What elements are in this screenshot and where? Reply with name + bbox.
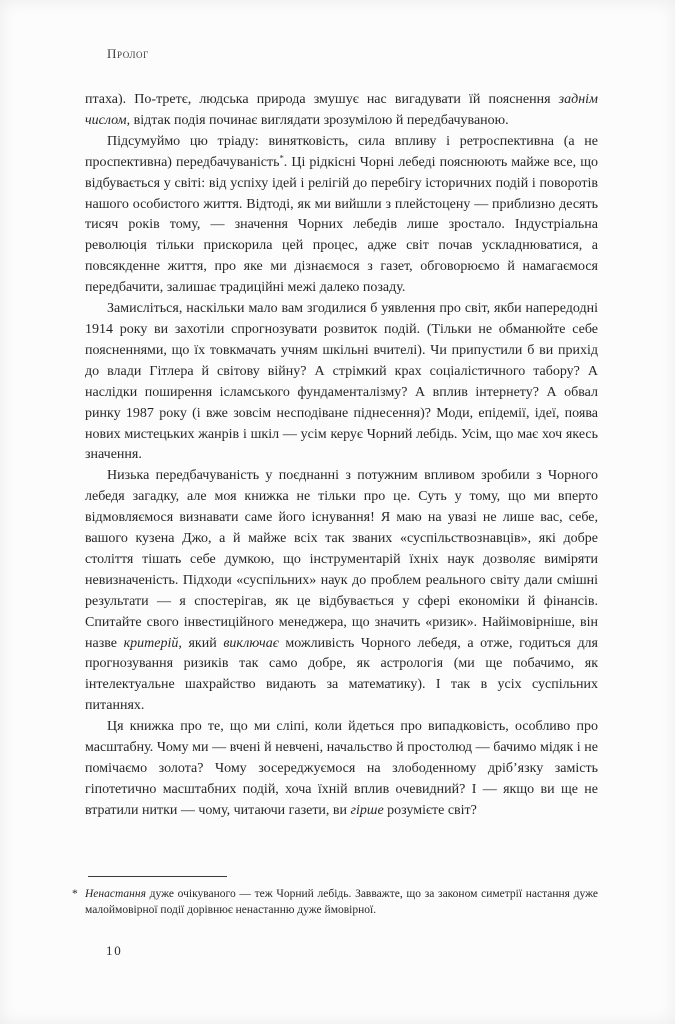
- text-segment: розумієте світ?: [383, 802, 477, 818]
- paragraph: [85, 299, 598, 466]
- footnote-separator: [88, 876, 227, 877]
- text-segment: , відтак подія починає виглядати зрозумілою й передбачуваною.: [126, 112, 509, 128]
- text-segment: Низька передбачуваність у поєднанні з потужним впливом зробили з Чорного лебедя загадку, але моя книжка не тільки про це. Суть у тому, що ми вперто відмовляємося визнавати саме його існування! Я маю на увазі не лише вас, себе, вашого кузена Джо, а й майже всіх так званих «суспільствознавців», які добре століття тішать себе думкою, що інструментарій їхніх наук дозволяє виміряти невизначеність. Підходи «суспільних» наук до проблем реального світу дали смішні результати — я спостерігав, як це відбувається у сфері економіки й фінансів. Спитайте свого інвестиційного менеджера, що значить «ризик». Найімовірніше, він назве: [85, 468, 598, 651]
- body-text: [85, 90, 598, 822]
- text-segment: . Ці рідкісні Чорні лебеді пояснюють майже все, що відбувається у світі: від успіху ідей і релігій до перебігу історичних подій і поворотів нашого особистого життя. Відтоді, як ми вийшли з плейстоцену — приблизно десять тисяч років тому, — значення Чорних лебедів лише зростало. Індустріальна революція тільки прискорила цей процес, адже світ почав ускладнюватися, а повсякденне життя, про яке ми дізнаємося з газет, обговорюємо й намагаємося передбачити, залишає традиційні межі далеко позаду.: [85, 154, 598, 296]
- footnote: [72, 886, 598, 919]
- text-segment: птаха). По-третє, людська природа змушує нас вигадувати їй пояснення: [85, 92, 559, 107]
- text-segment: , який: [178, 635, 224, 651]
- text-segment: Замисліться, наскільки мало вам згодилися б уявлення про світ, якби напередодні 1914 року ви захотіли спрогнозувати розвиток подій. (Тільки не обманюйте себе поясненнями, що їх товкмачать учням шкільні вчителі). Чи припустили б ви прихід до влади Гітлера й світову війну? А стрімкий крах соціалістичного табору? А наслідки поширення ісламського фундаменталізму? А вплив інтернету? А обвал ринку 1987 року (і вже зовсім несподіване піднесення)? Моди, епідемії, ідеї, поява нових мистецьких жанрів і шкіл — усім керує Чорний лебідь. Усім, що має хоч якесь значення.: [85, 301, 598, 463]
- italic-segment: гірше: [350, 802, 384, 818]
- text-segment: дуже очікуваного — теж Чорний лебідь. Завважте, що за законом симетрії настання дуже малоймовірної події дорівнює ненастанню дуже ймовірної.: [85, 888, 598, 917]
- paragraph: [85, 717, 598, 822]
- italic-segment: Ненастання: [85, 888, 146, 900]
- italic-segment: критерій: [123, 635, 179, 651]
- text-segment: Підсумуймо цю тріаду: винятковість, сила впливу і ретроспективна (а не проспективна) передбачуваність: [85, 133, 598, 170]
- footnote-marker: *: [72, 888, 78, 900]
- italic-segment: заднім числом: [85, 92, 598, 128]
- text-segment: можливість Чорного лебедя, а отже, годиться для прогнозування ризиків так само добре, як астрологія (ми ще побачимо, як інтелектуальне шахрайство видають за математику). І так в усіх суспільних питаннях.: [85, 635, 598, 714]
- text-segment: Ця книжка про те, що ми сліпі, коли йдеться про випадковість, особливо про масштабну. Чому ми — вчені й невчені, начальство й простолюд — бачимо мідяк і не помічаємо золота? Чому зосереджуємося на злободенному дріб’язку замість гіпотетично масштабних подій, хоча їхній вплив очевидний? І — якщо ви ще не втратили нитки — чому, читаючи газети, ви: [85, 719, 598, 818]
- paragraph: [85, 90, 598, 132]
- footnote-text: [85, 886, 598, 919]
- running-header: Пролог: [107, 46, 149, 61]
- page-number: 10: [106, 943, 123, 958]
- paragraph: [85, 132, 598, 299]
- footnote-reference: *: [279, 152, 284, 163]
- italic-segment: виключає: [223, 635, 279, 651]
- paragraph: [85, 466, 598, 717]
